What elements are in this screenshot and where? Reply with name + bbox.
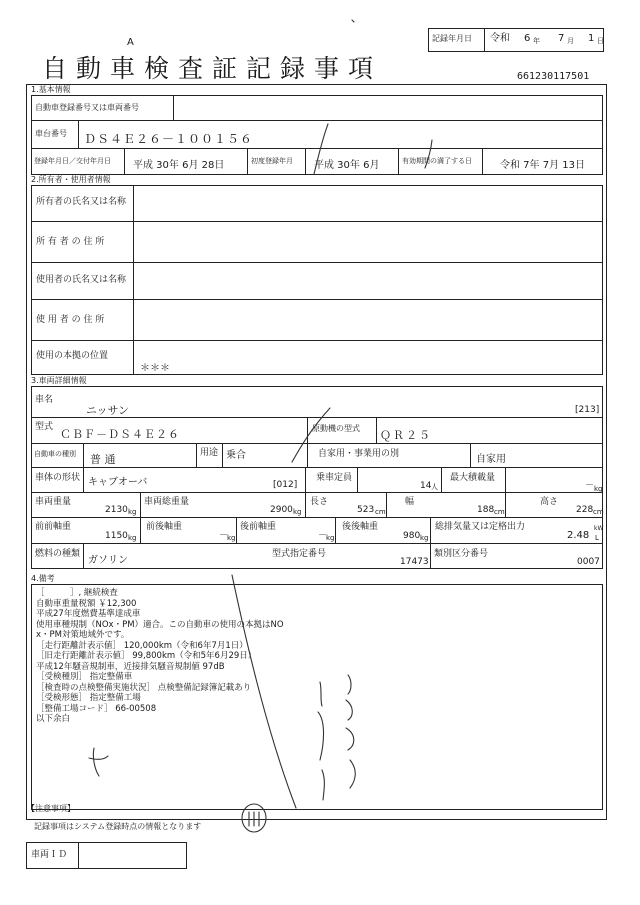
owner-name-label: 所有者の氏名又は名称 — [36, 197, 127, 207]
model-value: ＣＢＦ－ＤＳ４Ｅ２６ — [60, 428, 180, 441]
remark-line: 自動車重量税額 ￥12,300 — [36, 598, 137, 609]
use-label: 用途 — [200, 448, 219, 458]
use-value: 乗合 — [226, 450, 246, 461]
engine-model-value: ＱＲ２５ — [380, 429, 432, 442]
user-address-label: 使 用 者 の 住 所 — [36, 315, 105, 325]
rear-rear-axle-label: 後後軸重 — [342, 522, 379, 532]
rear-front-axle-value: － — [318, 531, 328, 541]
record-date-month: 7 — [558, 33, 565, 44]
remark-line: 平成27年度燃費基準達成車 — [36, 609, 141, 619]
front-rear-axle-value: － — [219, 531, 229, 541]
remark-line: 以下余白 — [36, 714, 71, 724]
remark-line: x・PM対策地域外です。 — [36, 630, 130, 640]
record-date-label: 記録年月日 — [432, 34, 472, 43]
record-date-day: 1 — [588, 33, 595, 44]
vehicle-kind-label: 自動車の種別 — [34, 450, 76, 458]
remark-line: ［検査時の点検整備実施状況］ 点検整備記録簿記載あり — [36, 682, 252, 693]
chassis-number-label: 車台番号 — [35, 129, 67, 138]
front-front-axle-label: 前前軸重 — [35, 522, 72, 532]
fuel-type-value: ガソリン — [88, 555, 128, 566]
displacement-label: 総排気量又は定格出力 — [435, 522, 526, 532]
section-2-heading: 2.所有者・使用者情報 — [31, 175, 111, 184]
remark-line: ［受検形態］ 指定整備工場 — [36, 693, 141, 703]
fuel-type-label: 燃料の種類 — [35, 549, 81, 559]
width-value: 188 — [477, 505, 495, 515]
record-date-year: 6 — [524, 33, 531, 44]
section-3-heading: 3.車両詳細情報 — [31, 376, 87, 385]
max-load-label: 最大積載量 — [450, 473, 496, 483]
maker-value: ニッサン — [86, 404, 130, 417]
business-use-value: 自家用 — [476, 454, 506, 465]
type-designation-value: 17473 — [400, 557, 429, 567]
displacement-unit-kw: kW — [594, 525, 604, 532]
vehicle-kind-value: 普 通 — [90, 453, 116, 466]
remark-line: ［受検種別］ 指定整備車 — [36, 672, 133, 682]
capacity-value: 14 — [420, 481, 432, 491]
first-registration-value: 平成 30年 6月 — [314, 160, 380, 171]
gross-weight-label: 車両総重量 — [144, 497, 190, 507]
vehicle-id-label: 車両ＩＤ — [31, 850, 68, 860]
type-designation-label: 型式指定番号 — [272, 549, 327, 559]
notice-text: 記録事項はシステム登録時点の情報となります — [34, 822, 202, 831]
rear-front-axle-label: 後前軸重 — [240, 522, 277, 532]
capacity-label: 乗車定員 — [316, 473, 353, 483]
first-registration-label: 初度登録年月 — [251, 157, 293, 165]
displacement-value: 2.48 — [567, 530, 590, 541]
record-date-era: 令和 — [490, 33, 510, 44]
model-label: 型式 — [35, 422, 54, 432]
vehicle-weight-label: 車両重量 — [35, 497, 72, 507]
maker-code: [213] — [575, 405, 600, 415]
engine-model-label: 原動機の型式 — [312, 424, 360, 433]
registration-number-label: 自動車登録番号又は車両番号 — [35, 103, 139, 112]
gross-weight-value: 2900 — [270, 505, 293, 515]
width-label: 幅 — [405, 497, 415, 507]
remark-line: ［旧走行距離計表示値］ 99,800km（令和5年6月29日） — [36, 651, 257, 661]
expiry-date-label: 有効期間の満了する日 — [402, 157, 472, 165]
height-label: 高さ — [540, 497, 559, 507]
body-shape-code: [012] — [273, 480, 298, 490]
front-front-axle-value: 1150 — [105, 531, 128, 541]
remark-line: 平成12年騒音規制車，近接排気騒音規制値 97dB — [36, 661, 225, 672]
rear-rear-axle-value: 980 — [403, 531, 421, 541]
business-use-label: 自家用・事業用の別 — [318, 449, 400, 459]
registration-date-label: 登録年月日／交付年月日 — [34, 157, 111, 165]
chassis-number-value: ＤＳ４Ｅ２６－１００１５６ — [84, 132, 254, 146]
top-mark: A — [127, 37, 134, 48]
base-location-label: 使用の本拠の位置 — [36, 351, 109, 361]
expiry-date-value: 令和 7年 7月 13日 — [500, 160, 585, 171]
body-shape-value: キャブオーバ — [88, 477, 148, 488]
length-value: 523 — [357, 505, 375, 515]
notice-heading: 【注意事項】 — [27, 804, 75, 813]
vehicle-weight-value: 2130 — [105, 505, 128, 515]
owner-address-label: 所 有 者 の 住 所 — [36, 237, 105, 247]
length-label: 長さ — [310, 497, 329, 507]
displacement-unit: L — [595, 534, 599, 542]
remark-line: ［ ］, 継続検査 — [36, 588, 118, 598]
front-rear-axle-label: 前後軸重 — [146, 522, 183, 532]
remark-line: 使用車種規制（NOx・PM）適合。この自動車の使用の本拠はNO — [36, 619, 284, 630]
body-shape-label: 車体の形状 — [35, 473, 81, 483]
section-1-heading: 1.基本情報 — [31, 85, 71, 94]
remark-line: ［整備工場コード］ 66-00508 — [36, 703, 157, 714]
section-4-heading: 4.備考 — [31, 574, 55, 583]
maker-label: 車名 — [35, 395, 54, 405]
classification-label: 類別区分番号 — [434, 549, 489, 559]
user-name-label: 使用者の氏名又は名称 — [36, 275, 127, 285]
document-number: 661230117501 — [517, 71, 590, 82]
document-title: 自動車検査証記録事項 — [42, 54, 383, 83]
capacity-unit: 人 — [431, 483, 438, 491]
remark-line: ［走行距離計表示値］ 120,000km（令和6年7月1日） — [36, 640, 248, 651]
height-value: 228 — [576, 505, 594, 515]
base-location-value: ＊＊＊ — [140, 363, 170, 374]
max-load-value: － — [585, 481, 595, 491]
max-load-unit: kg — [594, 485, 603, 493]
classification-value: 0007 — [577, 557, 600, 567]
registration-date-value: 平成 30年 6月 28日 — [133, 160, 225, 171]
